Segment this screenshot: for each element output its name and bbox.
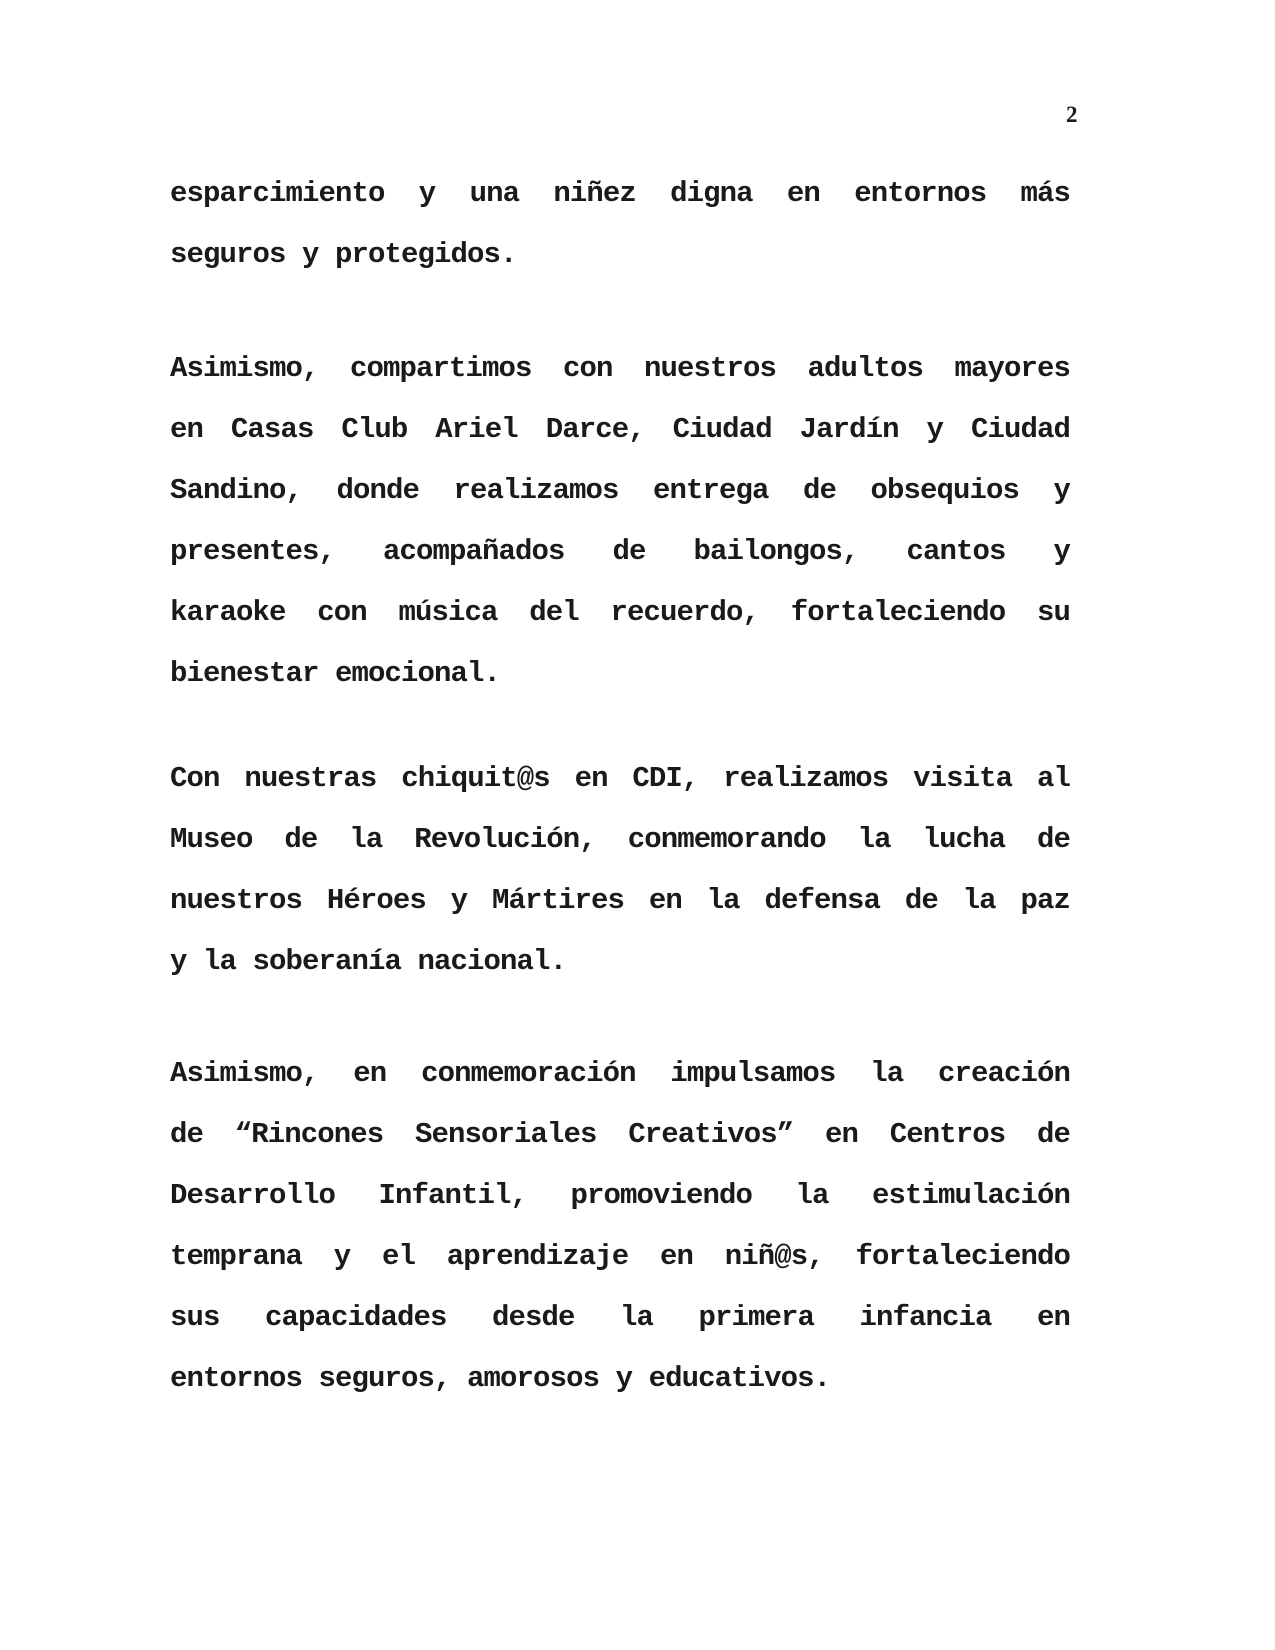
paragraph-line: seguros y protegidos.	[170, 238, 517, 271]
paragraph-4	[170, 1043, 1070, 1409]
page-number: 2	[1066, 102, 1078, 127]
paragraph-line: karaoke con música del recuerdo, fortaleciendo su	[170, 596, 1070, 629]
paragraph-line: Sandino, donde realizamos entrega de obsequios y	[170, 474, 1070, 507]
paragraph-line: sus capacidades desde la primera infancia en	[170, 1301, 1070, 1334]
paragraph-line: Asimismo, compartimos con nuestros adultos mayores	[170, 352, 1070, 385]
paragraph-line: Con nuestras chiquit@s en CDI, realizamos visita al	[170, 762, 1070, 795]
paragraph-line: Asimismo, en conmemoración impulsamos la creación	[170, 1057, 1070, 1090]
paragraph-line: esparcimiento y una niñez digna en entornos más	[170, 177, 1070, 210]
paragraph-line: Desarrollo Infantil, promoviendo la estimulación	[170, 1179, 1070, 1212]
paragraph-line: de “Rincones Sensoriales Creativos” en Centros de	[170, 1118, 1070, 1151]
paragraph-3	[170, 748, 1070, 992]
paragraph-line: presentes, acompañados de bailongos, cantos y	[170, 535, 1070, 568]
paragraph-line: temprana y el aprendizaje en niñ@s, fortaleciendo	[170, 1240, 1070, 1273]
paragraph-2	[170, 338, 1070, 704]
paragraph-line: entornos seguros, amorosos y educativos.	[170, 1362, 831, 1395]
paragraph-line: Museo de la Revolución, conmemorando la lucha de	[170, 823, 1070, 856]
paragraph-line: nuestros Héroes y Mártires en la defensa de la paz	[170, 884, 1070, 917]
paragraph-line: y la soberanía nacional.	[170, 945, 567, 978]
paragraph-line: bienestar emocional.	[170, 657, 501, 690]
paragraph-line: en Casas Club Ariel Darce, Ciudad Jardín y Ciudad	[170, 413, 1070, 446]
paragraph-1	[170, 163, 1070, 285]
